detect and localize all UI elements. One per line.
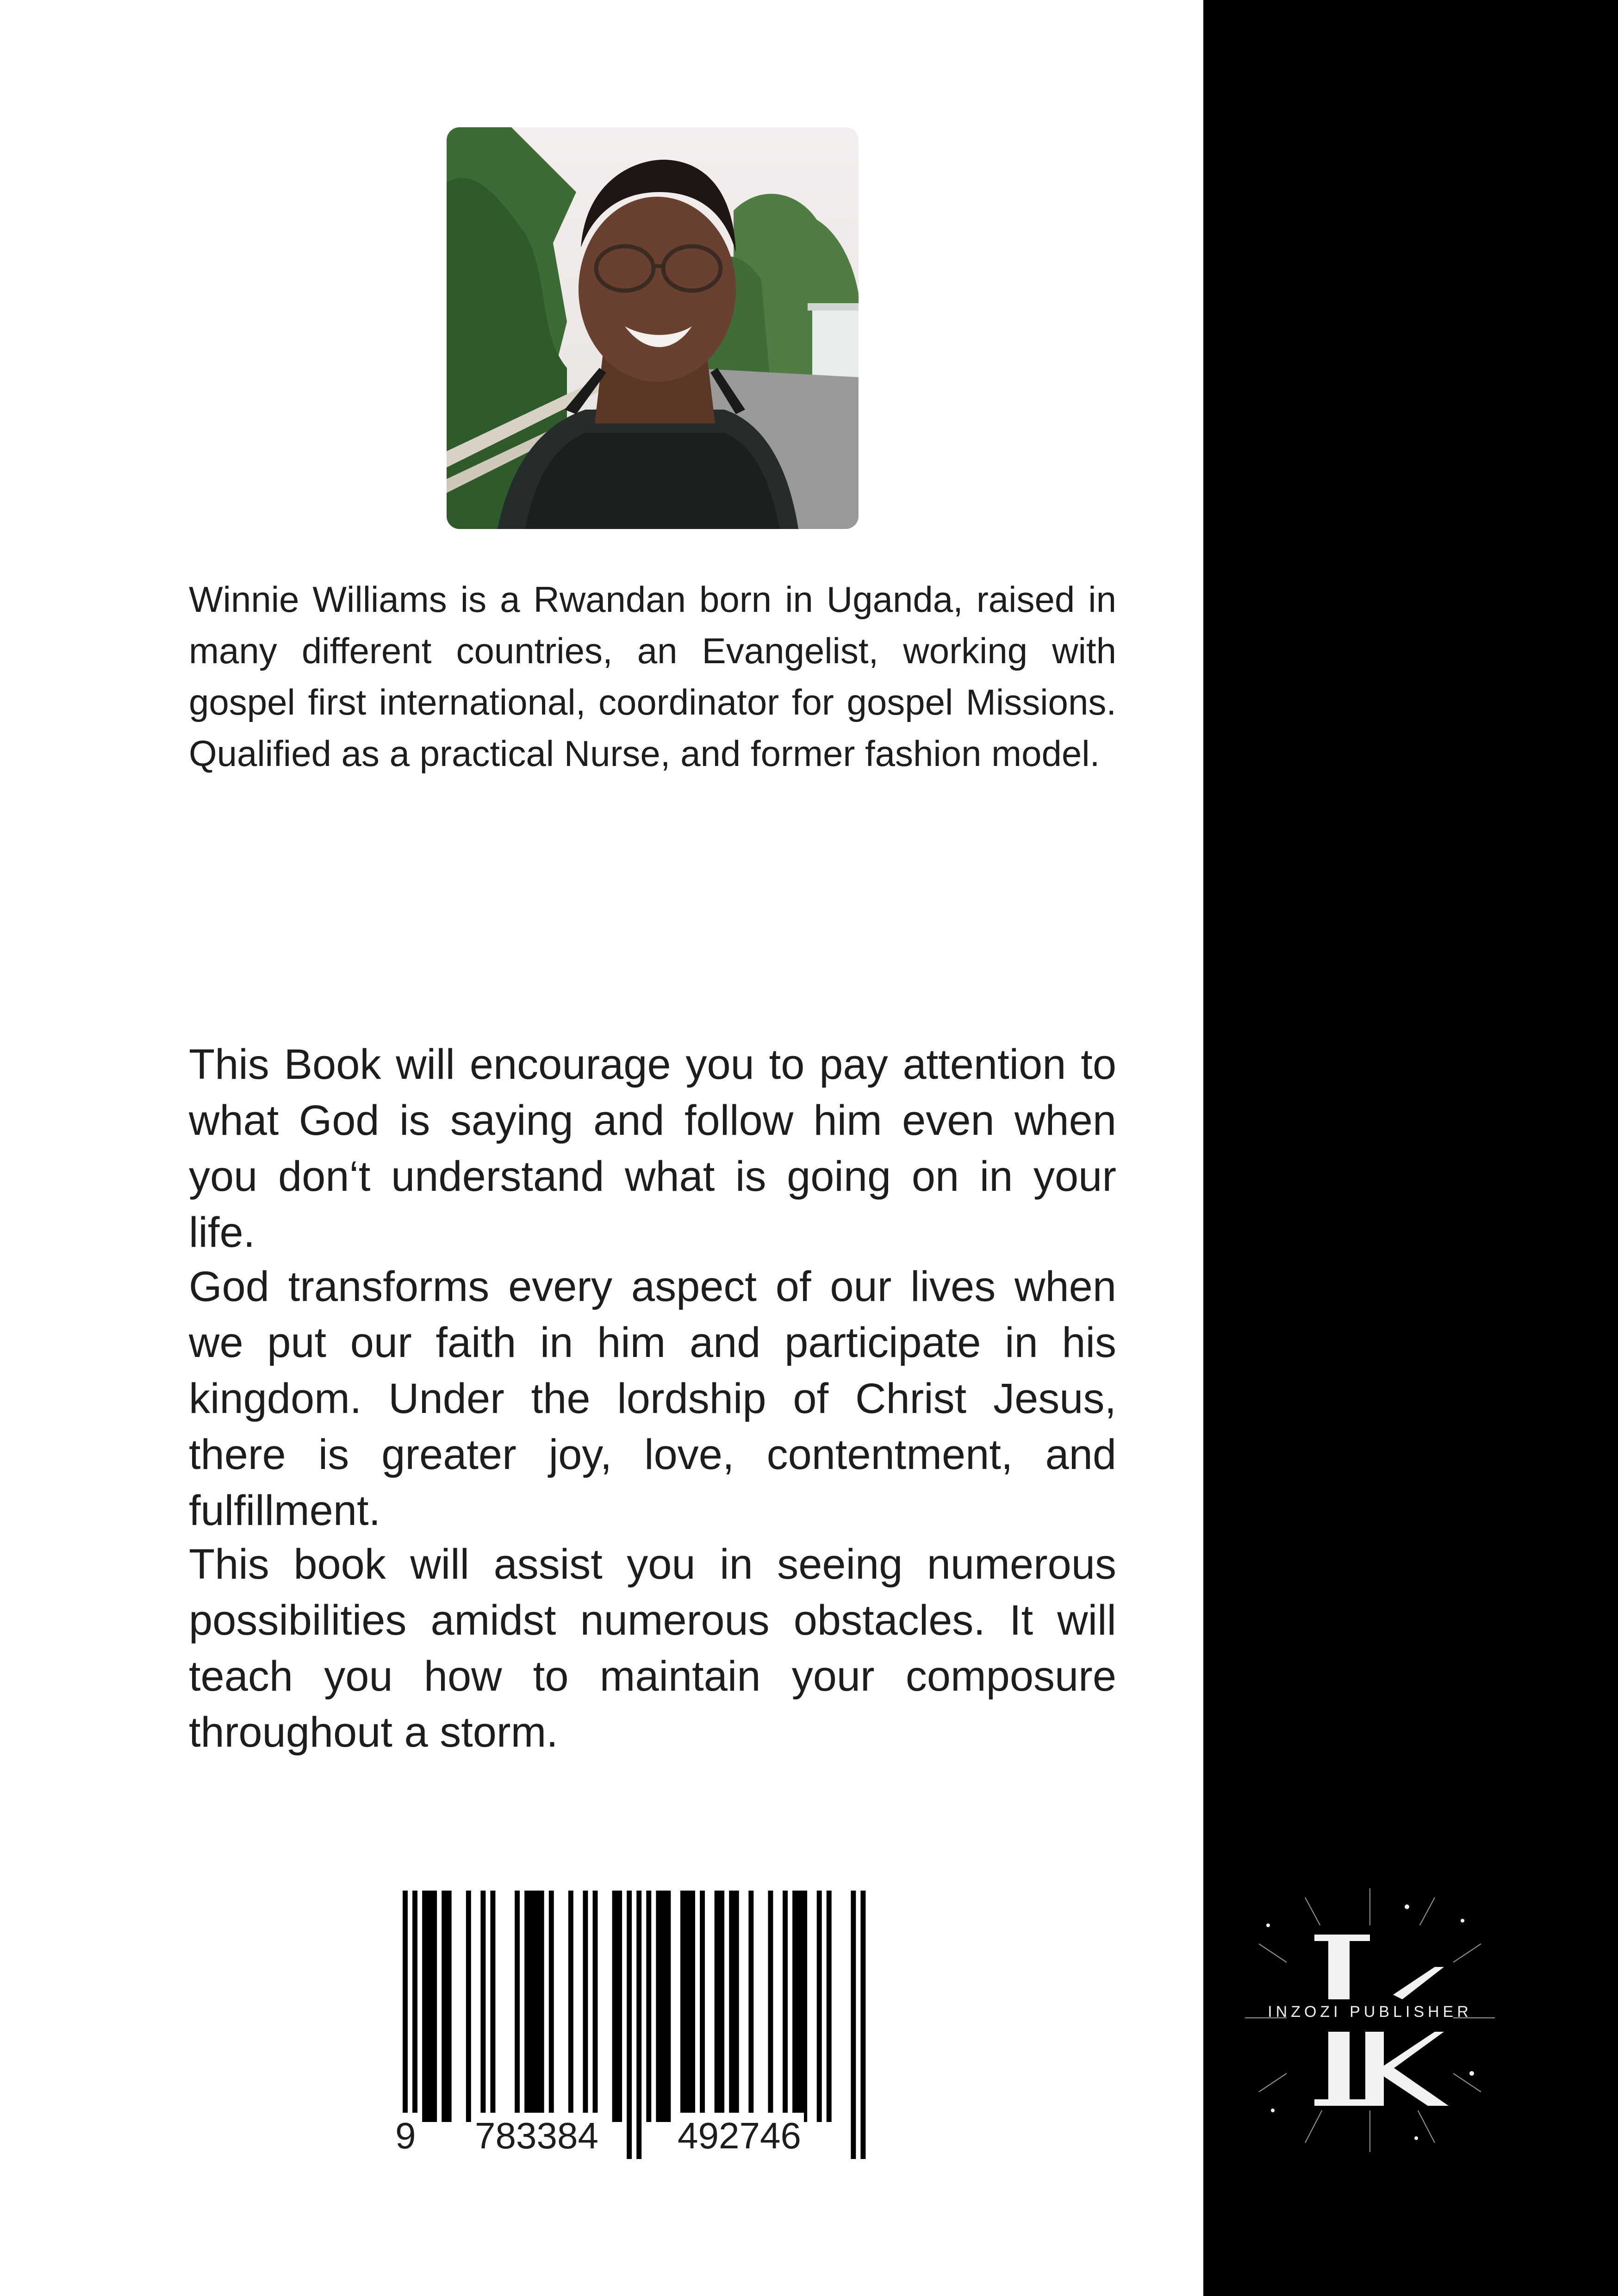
barcode-bar [666, 1891, 671, 2122]
barcode-bar [768, 1891, 773, 2122]
barcode-bar [466, 1891, 471, 2122]
barcode-bar [427, 1891, 432, 2122]
barcode-right-group: 492746 [675, 2113, 804, 2159]
barcode-bar [612, 1891, 617, 2122]
barcode-bar [422, 1891, 427, 2122]
barcode-bar [539, 1891, 544, 2122]
barcode-bar [583, 1891, 588, 2122]
barcode-bar [685, 1891, 691, 2122]
barcode-bar [524, 1891, 529, 2122]
barcode-left-group: 783384 [472, 2113, 601, 2159]
barcode-bar [646, 1891, 651, 2122]
barcode-bar [432, 1891, 437, 2122]
barcode-bar [656, 1891, 661, 2122]
blurb-paragraph: This Book will encourage you to pay attention to what God is saying and follow him even when you don‘t understand what is going on in your life. [189, 1041, 1116, 1256]
barcode-bar [690, 1891, 695, 2122]
barcode-bar [792, 1891, 797, 2122]
barcode-bar [447, 1891, 452, 2122]
barcode-bar [817, 1891, 822, 2122]
publisher-logo [1240, 1879, 1500, 2157]
barcode-bar [568, 1891, 573, 2122]
author-portrait-icon [447, 127, 859, 529]
barcode-bar [748, 1891, 753, 2122]
barcode-bar [783, 1891, 788, 2122]
barcode-bar [549, 1891, 554, 2122]
barcode-bar [827, 1891, 832, 2122]
blurb-paragraph: God transforms every aspect of our lives when we put our faith in him and participate in his kingdom. Under the lordship of Christ Jesus, there is greater joy, love, contentment, and fulfillment. [189, 1263, 1116, 1534]
publisher-name: INZOZI PUBLISHER [1268, 2003, 1472, 2021]
author-bio: Winnie Williams is a Rwandan born in Uganda, raised in many different countries, an Evangelist, working with gospel first international, coordinator for gospel Missions. Qualified as a practical Nurse, and former fashion model. [189, 579, 1116, 774]
barcode-bar [797, 1891, 803, 2122]
barcode-digits [389, 2113, 879, 2159]
barcode-bar [593, 1891, 598, 2122]
barcode-bar [680, 1891, 685, 2122]
barcode-lead-digit: 9 [392, 2113, 419, 2159]
barcode-bar [534, 1891, 539, 2122]
barcode-bar [529, 1891, 535, 2122]
barcode-bar [480, 1891, 485, 2122]
barcode-bar [719, 1891, 724, 2122]
blurb-paragraph: This book will assist you in seeing numerous possibilities amidst numerous obstacles. It will teach you how to maintain your composure throughout a storm. [189, 1541, 1116, 1756]
barcode-bar [617, 1891, 622, 2122]
barcode-bar [734, 1891, 739, 2122]
barcode-bar [729, 1891, 734, 2122]
barcode-bar [490, 1891, 495, 2122]
barcode-bar [700, 1891, 705, 2122]
barcode-bar [715, 1891, 720, 2122]
barcode-bar [661, 1891, 666, 2122]
barcode-bar [442, 1891, 447, 2122]
barcode-bar [802, 1891, 807, 2122]
author-photo [447, 127, 859, 529]
barcode-bar [515, 1891, 520, 2122]
